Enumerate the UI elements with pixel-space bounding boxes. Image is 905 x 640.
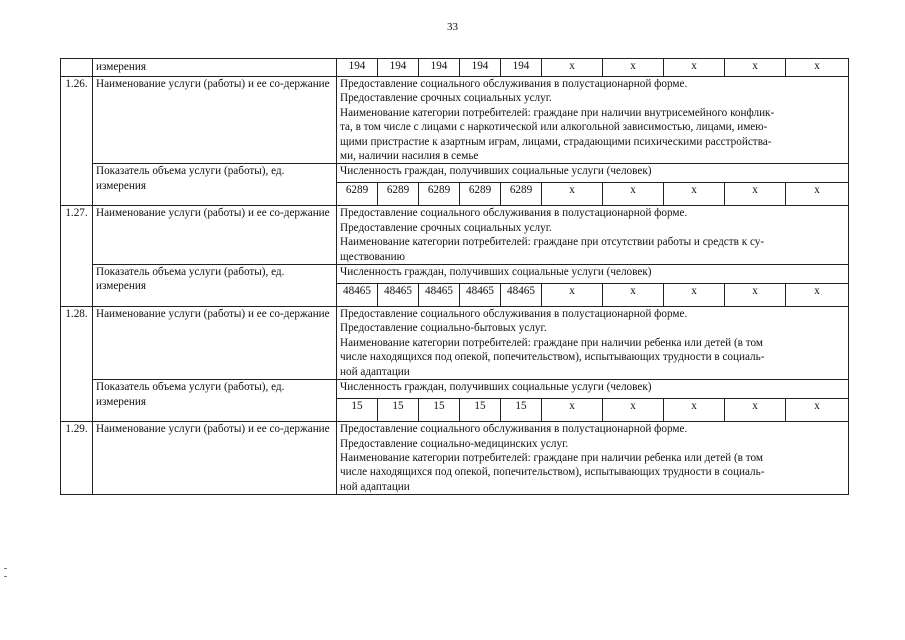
scan-mark [4, 576, 7, 577]
value-cell: 15 [419, 399, 460, 422]
value-cell: 194 [378, 59, 419, 77]
description-line: Предоставление срочных социальных услуг. [340, 221, 552, 234]
value-cell: x [603, 284, 664, 307]
description-line: Предоставление социально-медицинских услуг. [340, 437, 569, 450]
value-cell: x [786, 183, 849, 206]
table-row [61, 307, 849, 380]
value-cell: 194 [419, 59, 460, 77]
indicator-label: Показатель объема услуги (работы), ед. измерения [93, 380, 337, 422]
value-cell: 194 [501, 59, 542, 77]
description-line: ной адаптации [340, 365, 410, 378]
value-cell: x [786, 59, 849, 77]
service-name-label: Наименование услуги (работы) и ее со-держание [93, 307, 337, 380]
description-line: Предоставление социального обслуживания в полустационарной форме. [340, 78, 688, 90]
value-cell: 48465 [419, 284, 460, 307]
table-row [61, 59, 849, 77]
row-number: 1.29. [61, 422, 93, 495]
value-cell: x [664, 183, 725, 206]
table-row [61, 265, 849, 284]
table-row [61, 206, 849, 265]
value-cell: 48465 [460, 284, 501, 307]
value-cell: x [725, 399, 786, 422]
service-table [60, 58, 849, 495]
value-cell: x [542, 399, 603, 422]
row-number: 1.27. [61, 206, 93, 307]
value-cell: 6289 [337, 183, 378, 206]
service-name-label: Наименование услуги (работы) и ее со-держание [93, 77, 337, 164]
value-cell: x [603, 399, 664, 422]
value-cell: 6289 [378, 183, 419, 206]
row-number: 1.28. [61, 307, 93, 422]
description-line: ной адаптации [340, 480, 410, 493]
value-cell: 15 [460, 399, 501, 422]
description-line: Предоставление социального обслуживания в полустационарной форме. [340, 308, 688, 321]
table-row [61, 380, 849, 399]
table-row [61, 164, 849, 183]
service-description [337, 422, 849, 495]
value-cell: 15 [337, 399, 378, 422]
description-line: Наименование категории потребителей: граждане при наличии ребенка или детей (в том [340, 451, 763, 464]
value-cell: x [603, 183, 664, 206]
service-description [337, 307, 849, 380]
description-line: Предоставление социального обслуживания в полустационарной форме. [340, 207, 688, 220]
indicator-label: измерения [93, 59, 337, 77]
value-cell: x [725, 284, 786, 307]
value-cell: 6289 [419, 183, 460, 206]
description-line: ществованию [340, 250, 405, 263]
value-cell: 15 [378, 399, 419, 422]
table-row [61, 77, 849, 164]
service-description [337, 206, 849, 265]
value-cell: x [542, 183, 603, 206]
value-cell: x [664, 284, 725, 307]
description-line: числе находящихся под опекой, попечительством), испытывающих трудности в социаль- [340, 351, 765, 364]
value-cell: 48465 [501, 284, 542, 307]
service-name-label: Наименование услуги (работы) и ее со-держание [93, 206, 337, 265]
indicator-label: Показатель объема услуги (работы), ед. измерения [93, 164, 337, 206]
indicator-text: Численность граждан, получивших социальные услуги (человек) [337, 265, 849, 284]
value-cell: x [603, 59, 664, 77]
value-cell: x [786, 399, 849, 422]
value-cell: 194 [460, 59, 501, 77]
indicator-label: Показатель объема услуги (работы), ед. измерения [93, 265, 337, 307]
indicator-text: Численность граждан, получивших социальные услуги (человек) [337, 380, 849, 399]
description-line: Предоставление срочных социальных услуг. [340, 92, 552, 105]
description-line: Предоставление социального обслуживания в полустационарной форме. [340, 423, 688, 436]
table-row [61, 422, 849, 495]
row-number [61, 59, 93, 77]
value-cell: 6289 [501, 183, 542, 206]
description-line: числе находящихся под опекой, попечительством), испытывающих трудности в социаль- [340, 466, 765, 479]
value-cell: x [786, 284, 849, 307]
description-line: та, в том числе с лицами с наркотической или алкогольной зависимостью, лицами, имею- [340, 121, 768, 134]
description-line: Наименование категории потребителей: граждане при наличии ребенка или детей (в том [340, 336, 763, 349]
description-line: ми, наличии насилия в семье [340, 150, 479, 163]
value-cell: 194 [337, 59, 378, 77]
description-line: щими пристрастие к азартным играм, лицами, страдающими психическими расстройства- [340, 135, 772, 148]
service-name-label: Наименование услуги (работы) и ее со-держание [93, 422, 337, 495]
value-cell: 15 [501, 399, 542, 422]
description-line: Наименование категории потребителей: граждане при отсутствии работы и средств к су- [340, 236, 765, 249]
value-cell: x [542, 284, 603, 307]
page-number: 33 [447, 21, 458, 33]
scan-mark [4, 568, 7, 569]
description-line: Наименование категории потребителей: граждане при наличии внутрисемейного конфлик- [340, 106, 775, 119]
indicator-text: Численность граждан, получивших социальные услуги (человек) [337, 164, 849, 183]
value-cell: 48465 [337, 284, 378, 307]
service-description [337, 77, 849, 164]
value-cell: x [542, 59, 603, 77]
value-cell: x [725, 183, 786, 206]
value-cell: x [664, 399, 725, 422]
value-cell: x [725, 59, 786, 77]
row-number: 1.26. [61, 77, 93, 206]
value-cell: x [664, 59, 725, 77]
value-cell: 6289 [460, 183, 501, 206]
description-line: Предоставление социально-бытовых услуг. [340, 322, 547, 335]
value-cell: 48465 [378, 284, 419, 307]
